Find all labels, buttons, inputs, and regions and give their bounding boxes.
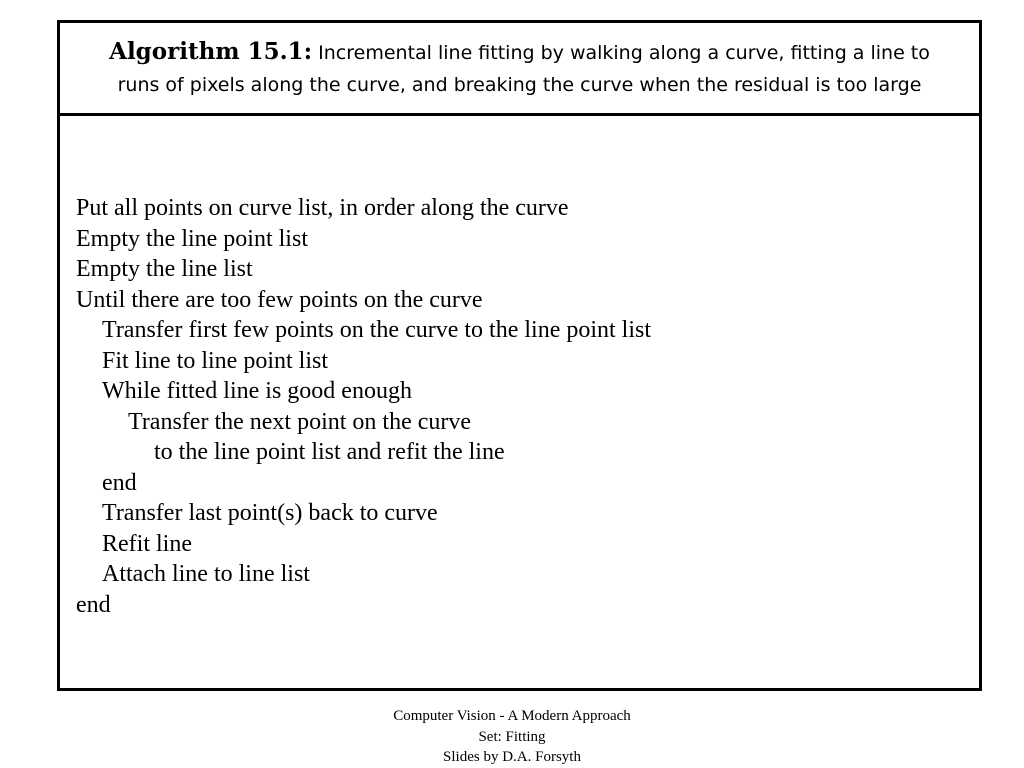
- algorithm-caption-line-2: runs of pixels along the curve, and breaking the curve when the residual is too large: [117, 73, 922, 96]
- algorithm-line: Transfer first few points on the curve to the line point list: [102, 317, 652, 343]
- slide-footer: [0, 706, 1024, 768]
- footer-set-name: Set: Fitting: [478, 728, 546, 745]
- algorithm-box: [57, 20, 982, 691]
- algorithm-line: Fit line to line point list: [102, 347, 329, 374]
- algorithm-line: Put all points on curve list, in order along the curve: [76, 195, 569, 221]
- algorithm-line: Transfer the next point on the curve: [128, 408, 472, 435]
- algorithm-line: end: [102, 469, 137, 496]
- algorithm-line: Empty the line list: [76, 256, 253, 282]
- footer-author: Slides by D.A. Forsyth: [443, 749, 581, 765]
- algorithm-caption-text-1: Incremental line fitting by walking along a curve, fitting a line to: [318, 41, 930, 64]
- algorithm-line: to the line point list and refit the line: [154, 439, 505, 465]
- algorithm-line: Empty the line point list: [76, 225, 308, 252]
- algorithm-header: [60, 23, 979, 116]
- algorithm-line: Until there are too few points on the curve: [76, 286, 483, 313]
- algorithm-line: Refit line: [102, 530, 192, 557]
- algorithm-caption-line-1: [109, 36, 930, 69]
- footer-book-title: Computer Vision - A Modern Approach: [393, 708, 631, 724]
- algorithm-label: Algorithm 15.1:: [109, 37, 313, 65]
- algorithm-line: Attach line to line list: [102, 561, 310, 587]
- algorithm-line: While fitted line is good enough: [102, 378, 412, 404]
- algorithm-body: [76, 193, 651, 620]
- algorithm-line: end: [76, 591, 111, 618]
- algorithm-line: Transfer last point(s) back to curve: [102, 500, 438, 526]
